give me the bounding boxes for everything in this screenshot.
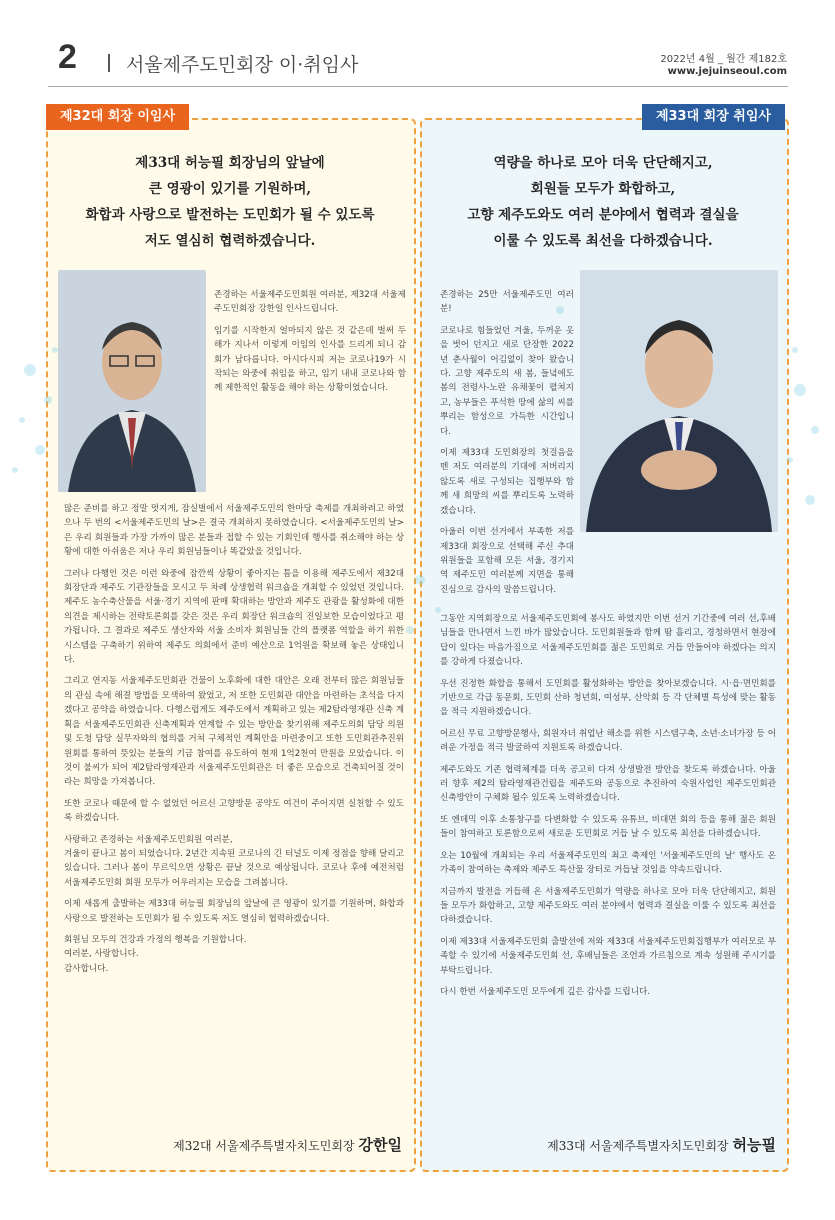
- right-section-tag: 제33대 회장 취임사: [642, 104, 785, 130]
- headline-line: 저도 열심히 협력하겠습니다.: [144, 233, 316, 249]
- body-paragraph: 우선 진정한 화합을 통해서 도민회를 활성화하는 방안을 찾아보겠습니다. 시·읍·면민회를 기반으로 각급 동문회, 도민회 산하 청년회, 여성부, 산악회 등 각 단체별 특성에 맞는 활동을 적극 지원하겠습니다.: [440, 678, 776, 718]
- page-number: 2: [58, 38, 77, 76]
- right-body-text: [440, 612, 776, 999]
- right-headline-quote: [432, 150, 774, 254]
- body-paragraph: 사랑하고 존경하는 서울제주도민회원 여러분, 겨울이 끝나고 봄이 되었습니다. 2년간 지속된 코로나의 긴 터널도 이제 정점을 향해 달리고 있습니다. 그러나 봄이 무르익으면 상황은 끝날 것으로 예상됩니다. 코로나 후에 예전처럼 서울제주도민회 회원 모두가 어우러지는 모습을 그려봅니다.: [64, 834, 404, 888]
- body-paragraph: 오는 10월에 개최되는 우리 서울제주도민의 최고 축제인 '서울제주도민의 날' 행사도 온 가족이 참여하는 축제와 제주도 특산물 장터로 거듭날 것임을 약속드립니다.: [440, 850, 776, 876]
- body-paragraph: 또 엔데믹 이후 소통창구를 다변화할 수 있도록 유튜브, 비대면 회의 등을 통해 젊은 회원들이 참여하고 토론함으로써 새로운 도민회로 거듭 날 수 있도록 최선을 다하겠습니다.: [440, 814, 776, 840]
- headline-line: 제33대 허능필 회장님의 앞날에: [135, 155, 325, 171]
- body-paragraph: 많은 준비를 하고 정말 멋지게, 잠실벌에서 서울제주도민의 한마당 축제를 개최하려고 하였으나 두 번의 <서울제주도민의 날>은 결국 개최하지 못하였습니다. <서울제주도민의 날>은 우리 회원들과 가장 가까이 많은 분들과 접할 수 있는 기회인데 행사를 취소해야 하는 상황에 대한 아쉬움은 저나 우리 회원님들이나 똑같았을 것입니다.: [64, 504, 404, 558]
- left-signature-title: 제32대 서울제주특별자치도민회장: [173, 1139, 355, 1153]
- body-paragraph: 이제 새롭게 출발하는 제33대 허능필 회장님의 앞날에 큰 영광이 있기를 기원하며, 화합과 사랑으로 발전하는 도민회가 될 수 있도록 저도 열심히 협력하겠습니다.: [64, 899, 404, 924]
- headline-line: 큰 영광이 있기를 기원하며,: [148, 181, 312, 197]
- right-signature: [440, 1134, 776, 1155]
- body-paragraph: 지금까지 발전을 거듭해 온 서울제주도민회가 역량을 하나로 모아 더욱 단단해지고, 회원들 모두가 화합하고, 고향 제주도와도 여러 분야에서 협력과 결실을 이룰 수 있도록 최선을 다하겠습니다.: [440, 886, 776, 926]
- header-rule: [48, 86, 788, 87]
- left-signature-name: 강한일: [358, 1136, 402, 1154]
- right-signature-name: 허능필: [732, 1136, 776, 1154]
- left-signature: [70, 1134, 402, 1155]
- left-headline-quote: [58, 150, 402, 254]
- headline-line: 이룰 수 있도록 최선을 다하겠습니다.: [493, 233, 713, 249]
- body-paragraph: 그리고 연지동 서울제주도민회관 건물이 노후화에 대한 대안은 오래 전부터 많은 회원님들의 관심 속에 해결 방법을 모색하여 왔었고, 저 또한 도민회관 대안을 마련하는 초석을 다지겠다고 공약을 하였습니다. 다행스럽게도 제주도에서 계획하고 있는 제2탐라영재관 신축 계획을 서울제주도민회관 신축계획과 연계할 수 있는 방안을 찾기위해 제주도의회 담당 의원 및 도청 담당 실무자와의 협의를 거쳐 구체적인 계획안을 마련중이고 또한 도민회관추진위원회를 통하여 뜻있는 분들의 기금 참여를 유도하여 현재 1억2천여 만원을 모았습니다. 이것이 불씨가 되어 제2탐라영재관과 서울제주도민회관은 더 좋은 모습으로 건축되어질 것이라는 희망을 가져봅니다.: [64, 676, 404, 788]
- headline-line: 화합과 사랑으로 발전하는 도민회가 될 수 있도록: [85, 207, 375, 223]
- headline-line: 회원들 모두가 화합하고,: [530, 181, 676, 197]
- right-intro-text: [440, 288, 574, 597]
- body-paragraph: 이제 제33대 서울제주도민회 출발선에 저와 제33대 서울제주도민회집행부가 여러모로 부족할 수 있기에 서울제주도민회 선, 후배님들은 조언과 가르침으로 계속 성원해 주시기를 부탁드립니다.: [440, 936, 776, 976]
- outgoing-president-photo: [58, 270, 206, 492]
- headline-line: 역량을 하나로 모아 더욱 단단해지고,: [493, 155, 713, 171]
- body-paragraph: 제주도와도 기존 협력체계를 더욱 공고히 다져 상생발전 방안을 찾도록 하겠습니다. 아울러 향후 제2의 탐라영재관건립을 제주도와 공동으로 추진하여 숙원사업인 제주도민회관 신축방안이 구체화 될수 있도록 노력하겠습니다.: [440, 764, 776, 804]
- body-paragraph: 어르신 무료 고향방문행사, 회원자녀 취업난 해소를 위한 시스템구축, 소년·소녀가장 등 어려운 가정을 적극 발굴하여 지원토록 하겠습니다.: [440, 728, 776, 754]
- body-paragraph: 그러나 다행인 것은 이런 와중에 잠깐씩 상황이 좋아지는 틈을 이용해 제주도에서 제32대 회장단과 제주도 기관장들을 모시고 두 차례 상생협력 워크숍을 개최할 수 있었던 것입니다. 제주도 농수축산물을 서울·경기 지역에 판매 확대하는 방안과 제주도 관광을 활성화에 대한 의견을 제시하는 전략토론회를 갖은 것은 우리 회장단 워크숍의 진일보한 모습이었다고 평가됩니다. 그 결과로 제주도 생산자와 서울 소비자 회원님들 간의 플랫폼 역할을 하기 위한 시스템을 구축하기 위하여 제주도 의회에서 준비 예산으로 1억원을 확보해 놓은 상태입니다.: [64, 568, 404, 666]
- issue-info: 2022년 4월 _ 월간 제182호: [660, 54, 787, 65]
- person-portrait-icon: [580, 270, 778, 532]
- left-section-tag: 제32대 회장 이임사: [46, 104, 189, 130]
- left-body-text: [64, 502, 404, 976]
- intro-paragraph: 이제 제33대 도민회장의 첫걸음을 뗀 저도 여러분의 기대에 저버리지 않도록 새로 구성되는 집행부와 함께 새 희망의 씨를 뿌리도록 노력하겠습니다.: [440, 448, 574, 516]
- header-divider: [108, 54, 110, 72]
- intro-paragraph: 임기를 시작한지 얼마되지 않은 것 같은데 벌써 두 해가 지나서 이렇게 이임의 인사를 드리게 되니 감회가 남다릅니다. 아시다시피 저는 코로나19가 시작되는 와중에 취임을 하고, 임기 내내 코로나와 함께 제한적인 활동을 해야 하는 상황이었습니다.: [214, 325, 406, 394]
- body-paragraph: 또한 코로나 때문에 할 수 없었던 어르신 고향방문 공약도 여건이 주어지면 실천할 수 있도록 하겠습니다.: [64, 798, 404, 824]
- body-paragraph: 회원님 모두의 건강과 가정의 행복을 기원합니다. 여러분, 사랑합니다. 감사합니다.: [64, 934, 247, 974]
- intro-paragraph: 코로나로 힘들었던 겨울, 두꺼운 옷을 벗어 던지고 새로 단장한 2022년 춘사월이 어김없이 찾아 왔습니다. 고향 제주도의 새 봄, 들녘에도 봄의 전령사-노란 유채꽃이 펼쳐지고, 농부들은 푸석한 땅에 삶의 씨를 뿌리는 함성으로 가득한 시간입니다.: [440, 325, 574, 437]
- intro-paragraph: 아울러 이번 선거에서 부족한 저를 제33대 회장으로 선택해 주신 추대위원들을 포함해 모든 서울, 경기지역 제주도민 여러분께 지면을 통해 진심으로 감사의 말씀드립니다.: [440, 527, 574, 595]
- website-link[interactable]: www.jejuinseoul.com: [667, 66, 787, 77]
- person-portrait-icon: [58, 270, 206, 492]
- body-paragraph: 다시 한번 서울제주도민 모두에게 깊은 감사를 드립니다.: [440, 986, 651, 997]
- left-intro-text: [214, 288, 406, 396]
- intro-paragraph: 존경하는 서울제주도민회원 여러분, 제32대 서울제주도민회장 강한일 인사드립니다.: [214, 290, 406, 315]
- section-title: 서울제주도민회장 이·취임사: [126, 54, 359, 76]
- incoming-president-photo: [580, 270, 778, 532]
- body-paragraph: 그동안 지역회장으로 서울제주도민회에 봉사도 하였지만 이번 선거 기간중에 여러 선,후배님들을 만나면서 느낀 바가 많았습니다. 도민회원들과 함께 땀 흘리고, 경청하면서 현장에 답이 있다는 마음가짐으로 서울제주도민회를 젊은 도민회로 거듭 만들어야 하겠다는 의지를 강하게 다졌습니다.: [440, 614, 776, 668]
- headline-line: 고향 제주도와도 여러 분야에서 협력과 결실을: [467, 207, 739, 223]
- right-signature-title: 제33대 서울제주특별자치도민회장: [547, 1139, 729, 1153]
- intro-paragraph: 존경하는 25만 서울제주도민 여러분!: [440, 290, 574, 315]
